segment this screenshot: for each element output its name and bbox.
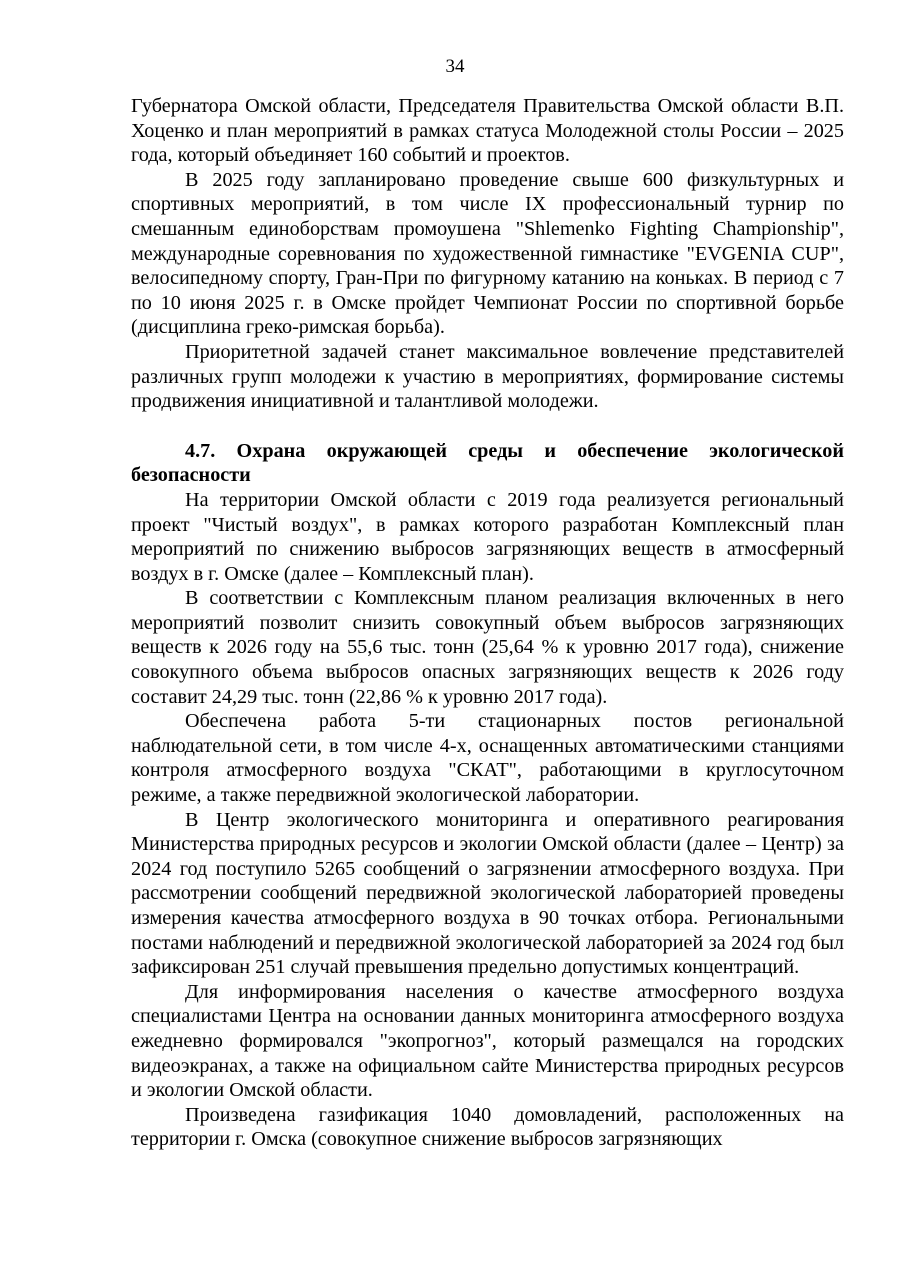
- page-body: [131, 94, 844, 1152]
- paragraph-gasification: Произведена газификация 1040 домовладений, расположенных на территории г. Омска (совокупное снижение выбросов загрязняющих: [131, 1103, 844, 1151]
- paragraph-youth-priority: Приоритетной задачей станет максимальное вовлечение представителей различных групп молодежи к участию в мероприятиях, формирование системы продвижения инициативной и талантливой молодежи.: [131, 340, 844, 413]
- page-number: 34: [445, 56, 465, 77]
- section-heading: 4.7. Охрана окружающей среды и обеспечение экологической безопасности: [131, 439, 844, 487]
- paragraph-emission-reduction: В соответствии с Комплексным планом реализация включенных в него мероприятий позволит снизить совокупный объем выбросов загрязняющих веществ к 2026 году на 55,6 тыс. тонн (25,64 % к уровню 2017 года), снижение совокупного объема выбросов опасных загрязняющих веществ к 2026 году составит 24,29 тыс. тонн (22,86 % к уровню 2017 года).: [131, 587, 844, 708]
- paragraph-monitoring-posts: Обеспечена работа 5-ти стационарных постов региональной наблюдательной сети, в том числе 4-х, оснащенных автоматическими станциями контроля атмосферного воздуха "СКАТ", работающими в круглосуточном режиме, а также передвижной экологической лаборатории.: [131, 710, 844, 807]
- paragraph-eco-forecast: Для информирования населения о качестве атмосферного воздуха специалистами Центра на основании данных мониторинга атмосферного воздуха ежедневно формировался "экопрогноз", который размещался на городских видеоэкранах, а также на официальном сайте Министерства природных ресурсов и экологии Омской области.: [131, 980, 844, 1102]
- paragraph-monitoring-center: В Центр экологического мониторинга и оперативного реагирования Министерства природных ресурсов и экологии Омской области (далее – Центр) за 2024 год поступило 5265 сообщений о загрязнении атмосферного воздуха. При рассмотрении сообщений передвижной экологической лабораторией проведены измерения качества атмосферного воздуха в 90 точках отбора. Региональными постами наблюдений и передвижной экологической лабораторией за 2024 год был зафиксирован 251 случай превышения предельно допустимых концентраций.: [131, 808, 844, 979]
- paragraph-clean-air-project: На территории Омской области с 2019 года реализуется региональный проект "Чистый воздух", в рамках которого разработан Комплексный план мероприятий по снижению выбросов загрязняющих веществ в атмосферный воздух в г. Омске (далее – Комплексный план).: [131, 488, 844, 585]
- paragraph-continuation: Губернатора Омской области, Председателя Правительства Омской области В.П. Хоценко и план мероприятий в рамках статуса Молодежной столы России – 2025 года, который объединяет 160 событий и проектов.: [131, 95, 844, 167]
- paragraph-sports-events: В 2025 году запланировано проведение свыше 600 физкультурных и спортивных мероприятий, в том числе IX профессиональный турнир по смешанным единоборствам промоушена "Shlemenko Fighting Championship", международные соревнования по художественной гимнастике "EVGENIA CUP", велосипедному спорту, Гран-При по фигурному катанию на коньках. В период с 7 по 10 июня 2025 г. в Омске пройдет Чемпионат России по спортивной борьбе (дисциплина греко-римская борьба).: [131, 168, 844, 339]
